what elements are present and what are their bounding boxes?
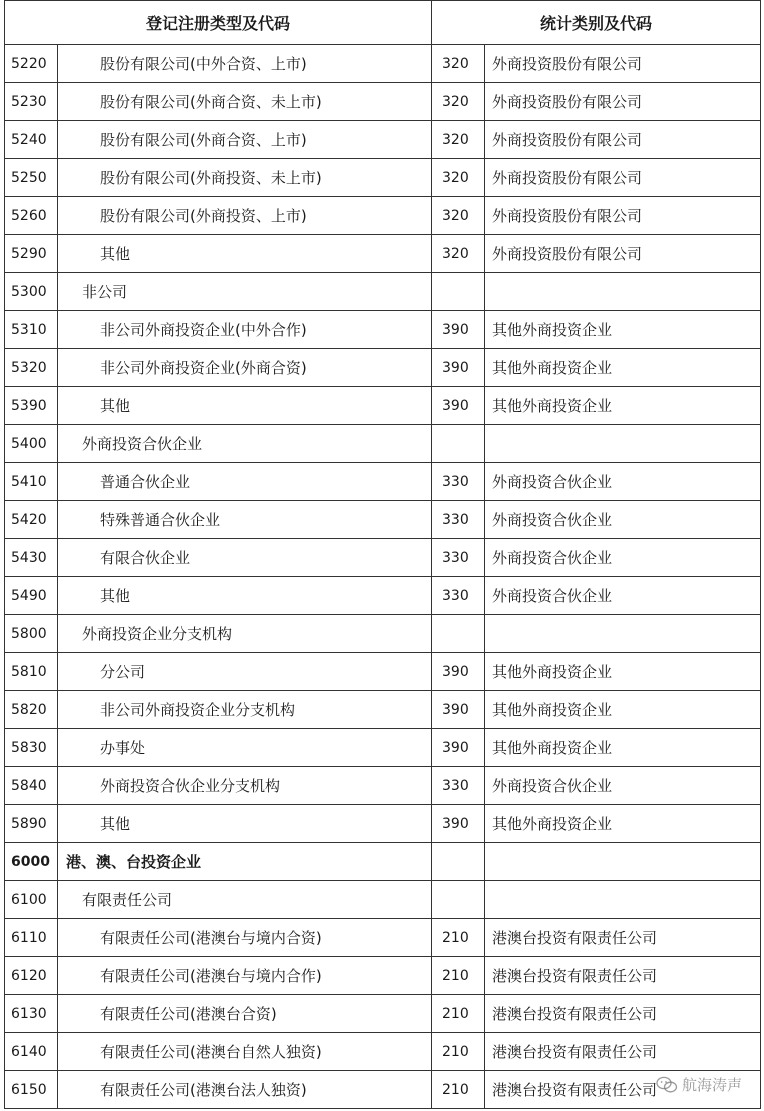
statistical-code: 320 <box>432 83 485 121</box>
table-row <box>5 729 761 767</box>
table-row <box>5 805 761 843</box>
registration-name: 非公司外商投资企业分支机构 <box>58 691 432 729</box>
registration-name: 非公司外商投资企业(外商合资) <box>58 349 432 387</box>
statistical-code: 210 <box>432 1071 485 1109</box>
statistical-name: 其他外商投资企业 <box>485 805 761 843</box>
registration-code: 5230 <box>5 83 58 121</box>
table-row <box>5 767 761 805</box>
statistical-code: 320 <box>432 159 485 197</box>
registration-code: 5800 <box>5 615 58 653</box>
statistical-code: 330 <box>432 577 485 615</box>
statistical-code <box>432 273 485 311</box>
registration-name: 有限责任公司(港澳台法人独资) <box>58 1071 432 1109</box>
statistical-name: 港澳台投资有限责任公司 <box>485 995 761 1033</box>
statistical-name: 港澳台投资有限责任公司 <box>485 919 761 957</box>
registration-code: 5390 <box>5 387 58 425</box>
statistical-name: 外商投资股份有限公司 <box>485 159 761 197</box>
statistical-code: 210 <box>432 957 485 995</box>
registration-code: 5220 <box>5 45 58 83</box>
registration-code: 5420 <box>5 501 58 539</box>
statistical-code: 390 <box>432 349 485 387</box>
registration-code: 5820 <box>5 691 58 729</box>
registration-code: 5810 <box>5 653 58 691</box>
statistical-name: 外商投资合伙企业 <box>485 767 761 805</box>
statistical-code: 210 <box>432 919 485 957</box>
statistical-name: 港澳台投资有限责任公司 <box>485 1071 761 1109</box>
statistical-code <box>432 425 485 463</box>
table-row <box>5 235 761 273</box>
registration-name: 港、澳、台投资企业 <box>58 843 432 881</box>
registration-name: 其他 <box>58 387 432 425</box>
table-row <box>5 653 761 691</box>
statistical-name: 其他外商投资企业 <box>485 691 761 729</box>
registration-code: 5310 <box>5 311 58 349</box>
statistical-name: 外商投资股份有限公司 <box>485 83 761 121</box>
statistical-code: 390 <box>432 691 485 729</box>
statistical-code <box>432 615 485 653</box>
registration-type-table <box>4 0 761 1109</box>
statistical-name <box>485 843 761 881</box>
registration-name: 有限责任公司(港澳台与境内合作) <box>58 957 432 995</box>
statistical-code: 390 <box>432 387 485 425</box>
table-header-row <box>5 1 761 45</box>
statistical-name: 外商投资股份有限公司 <box>485 235 761 273</box>
registration-code: 5300 <box>5 273 58 311</box>
registration-name: 其他 <box>58 235 432 273</box>
registration-name: 有限责任公司(港澳台与境内合资) <box>58 919 432 957</box>
registration-code: 5410 <box>5 463 58 501</box>
registration-code: 5250 <box>5 159 58 197</box>
table-row <box>5 615 761 653</box>
registration-name: 其他 <box>58 805 432 843</box>
statistical-code: 320 <box>432 197 485 235</box>
registration-code: 5400 <box>5 425 58 463</box>
registration-name: 非公司外商投资企业(中外合作) <box>58 311 432 349</box>
statistical-code <box>432 881 485 919</box>
table-row <box>5 463 761 501</box>
table-row <box>5 881 761 919</box>
registration-code: 5240 <box>5 121 58 159</box>
table-row <box>5 45 761 83</box>
table-row <box>5 1071 761 1109</box>
registration-name: 有限合伙企业 <box>58 539 432 577</box>
registration-code: 6130 <box>5 995 58 1033</box>
statistical-name: 外商投资股份有限公司 <box>485 197 761 235</box>
statistical-code: 390 <box>432 311 485 349</box>
statistical-code <box>432 843 485 881</box>
table-row <box>5 1033 761 1071</box>
registration-code: 6110 <box>5 919 58 957</box>
statistical-name: 其他外商投资企业 <box>485 311 761 349</box>
table-row <box>5 919 761 957</box>
statistical-code: 320 <box>432 235 485 273</box>
statistical-name: 其他外商投资企业 <box>485 387 761 425</box>
registration-code: 6120 <box>5 957 58 995</box>
statistical-name: 外商投资合伙企业 <box>485 539 761 577</box>
table-row <box>5 843 761 881</box>
registration-name: 股份有限公司(外商合资、未上市) <box>58 83 432 121</box>
registration-name: 有限责任公司 <box>58 881 432 919</box>
table-row <box>5 691 761 729</box>
registration-name: 办事处 <box>58 729 432 767</box>
registration-code: 5430 <box>5 539 58 577</box>
registration-name: 特殊普通合伙企业 <box>58 501 432 539</box>
statistical-code: 330 <box>432 539 485 577</box>
registration-code: 6150 <box>5 1071 58 1109</box>
registration-code: 5320 <box>5 349 58 387</box>
registration-name: 外商投资合伙企业分支机构 <box>58 767 432 805</box>
table-row <box>5 349 761 387</box>
table-row <box>5 159 761 197</box>
registration-name: 股份有限公司(外商投资、上市) <box>58 197 432 235</box>
registration-code: 5260 <box>5 197 58 235</box>
registration-code: 5830 <box>5 729 58 767</box>
statistical-code: 330 <box>432 501 485 539</box>
table-row <box>5 995 761 1033</box>
statistical-name: 港澳台投资有限责任公司 <box>485 1033 761 1071</box>
registration-code: 5890 <box>5 805 58 843</box>
table-row <box>5 273 761 311</box>
table-row <box>5 197 761 235</box>
statistical-code: 320 <box>432 121 485 159</box>
registration-name: 外商投资企业分支机构 <box>58 615 432 653</box>
statistical-name: 其他外商投资企业 <box>485 349 761 387</box>
table-row <box>5 957 761 995</box>
statistical-code: 330 <box>432 463 485 501</box>
statistical-name: 外商投资合伙企业 <box>485 577 761 615</box>
header-registration-type: 登记注册类型及代码 <box>5 1 432 45</box>
registration-code: 5290 <box>5 235 58 273</box>
table-row <box>5 83 761 121</box>
statistical-code: 210 <box>432 1033 485 1071</box>
table-row <box>5 577 761 615</box>
registration-name: 有限责任公司(港澳台自然人独资) <box>58 1033 432 1071</box>
statistical-name: 外商投资股份有限公司 <box>485 121 761 159</box>
statistical-code: 330 <box>432 767 485 805</box>
statistical-name <box>485 615 761 653</box>
statistical-code: 390 <box>432 729 485 767</box>
watermark <box>656 1074 742 1095</box>
registration-name: 股份有限公司(外商投资、未上市) <box>58 159 432 197</box>
table-row <box>5 425 761 463</box>
registration-name: 股份有限公司(外商合资、上市) <box>58 121 432 159</box>
statistical-name: 其他外商投资企业 <box>485 653 761 691</box>
table-row <box>5 387 761 425</box>
registration-name: 普通合伙企业 <box>58 463 432 501</box>
registration-code: 6140 <box>5 1033 58 1071</box>
statistical-code: 320 <box>432 45 485 83</box>
registration-code: 5840 <box>5 767 58 805</box>
registration-name: 外商投资合伙企业 <box>58 425 432 463</box>
statistical-name <box>485 273 761 311</box>
statistical-code: 210 <box>432 995 485 1033</box>
statistical-name: 外商投资股份有限公司 <box>485 45 761 83</box>
registration-code: 6000 <box>5 843 58 881</box>
statistical-name: 港澳台投资有限责任公司 <box>485 957 761 995</box>
table-row <box>5 539 761 577</box>
statistical-name: 其他外商投资企业 <box>485 729 761 767</box>
wechat-icon <box>656 1076 678 1094</box>
watermark-text: 航海涛声 <box>681 1076 742 1094</box>
statistical-code: 390 <box>432 653 485 691</box>
registration-name: 分公司 <box>58 653 432 691</box>
registration-name: 非公司 <box>58 273 432 311</box>
registration-name: 股份有限公司(中外合资、上市) <box>58 45 432 83</box>
table-row <box>5 121 761 159</box>
table-row <box>5 311 761 349</box>
header-statistical-category: 统计类别及代码 <box>432 1 761 45</box>
registration-code: 5490 <box>5 577 58 615</box>
registration-code: 6100 <box>5 881 58 919</box>
statistical-name: 外商投资合伙企业 <box>485 501 761 539</box>
registration-name: 其他 <box>58 577 432 615</box>
statistical-name <box>485 881 761 919</box>
statistical-code: 390 <box>432 805 485 843</box>
registration-name: 有限责任公司(港澳台合资) <box>58 995 432 1033</box>
statistical-name <box>485 425 761 463</box>
table-row <box>5 501 761 539</box>
statistical-name: 外商投资合伙企业 <box>485 463 761 501</box>
